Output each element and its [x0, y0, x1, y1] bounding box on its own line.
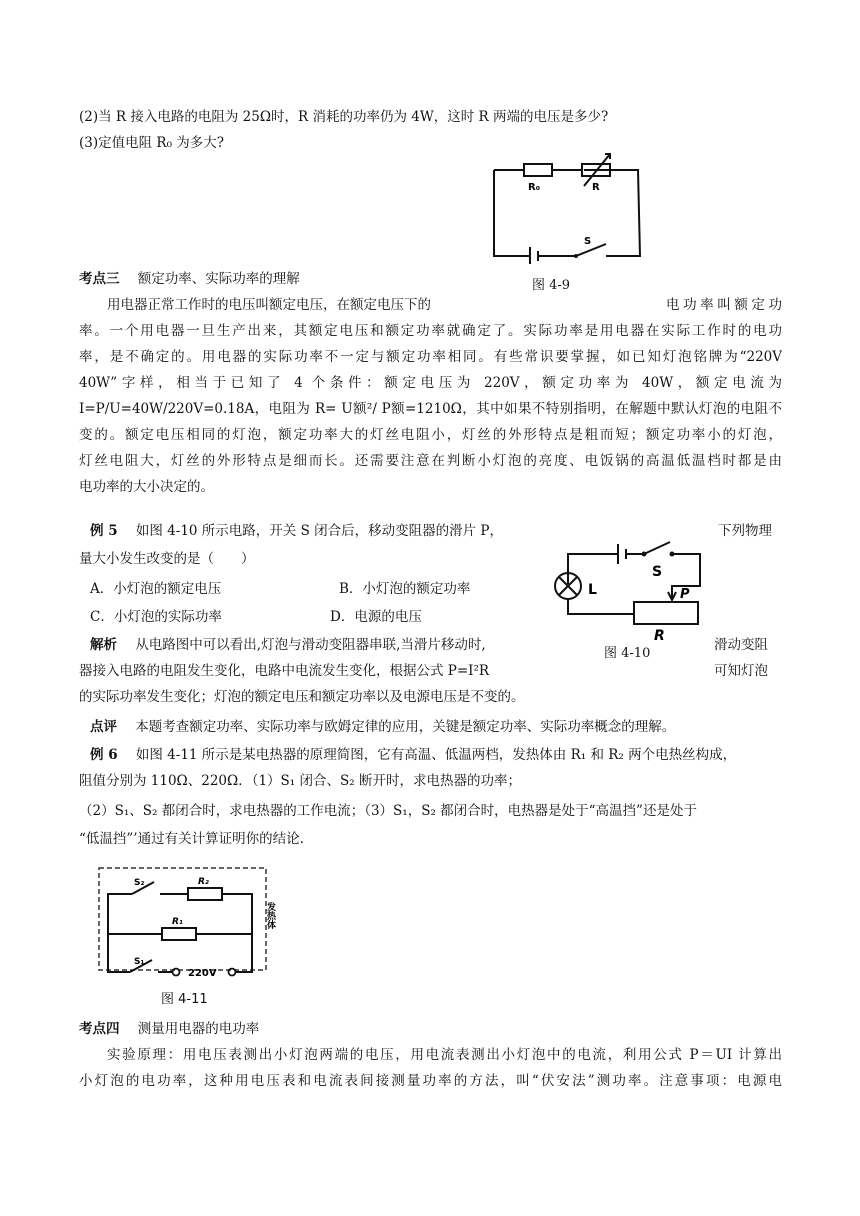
figure-caption-4-11: 图 4-11: [161, 992, 208, 1007]
question-2: (2)当 R 接入电路的电阻为 25Ω时，R 消耗的功率仍为 4W，这时 R 两端的电压是多少?: [79, 109, 609, 125]
option-b: B．小灯泡的额定功率: [339, 581, 471, 597]
label-r0: R₀: [528, 182, 541, 193]
paragraph-line: 灯丝电阻大，灯丝的外形特点是细而长。还需要注意在判断小灯泡的亮度、电饭锅的高温低温档时都是由: [79, 453, 782, 469]
paragraph-line: 40W”字样，相当于已知了 4 个条件：额定电压为 220V，额定功率为 40W，额定电流为: [79, 375, 782, 391]
label-l: L: [588, 582, 597, 598]
example-6-line: “低温挡”’通过有关计算证明你的结论.: [79, 831, 304, 847]
label-220v: 220V: [188, 968, 217, 979]
section-heading-4: [79, 1018, 259, 1040]
paragraph-line: 变的。额定电压相同的灯泡，额定功率大的灯丝电阻小，灯丝的外形特点是粗而短；额定功率小的灯泡，: [79, 427, 782, 443]
circuit-figure-4-11: [96, 862, 282, 988]
paragraph-line: 率，是不确定的。用电器的实际功率不一定与额定功率相同。有些常识要掌握，如已知灯泡铭牌为“220V: [79, 349, 782, 365]
example-6-line: 例 6 如图 4-11 所示是某电热器的原理简图，它有高温、低温两档，发热体由 R₁ 和 R₂ 两个电热丝构成，: [90, 747, 737, 763]
section-label: 考点三: [79, 271, 120, 287]
label-r1: R₁: [172, 917, 183, 927]
figure-caption-4-10: 图 4-10: [604, 646, 651, 661]
section-heading-3: [79, 268, 300, 290]
paragraph-line: 实验原理：用电压表测出小灯泡两端的电压，用电流表测出小灯泡中的电流，利用公式 P＝UI 计算出: [107, 1047, 782, 1063]
example-label: 例 6: [90, 747, 118, 763]
label-r: R: [654, 628, 665, 644]
analysis-line: 的实际功率发生变化；灯泡的额定电压和额定功率以及电源电压是不变的。: [79, 689, 525, 705]
option-c: C．小灯泡的实际功率: [90, 609, 222, 625]
option-a: A．小灯泡的额定电压: [90, 581, 222, 597]
question-3: (3)定值电阻 R₀ 为多大?: [79, 135, 225, 151]
circuit-figure-4-9: [488, 152, 648, 264]
label-s: S: [584, 236, 592, 247]
analysis-line: 滑动变阻: [714, 637, 768, 653]
analysis-line: 器接入电路的电阻发生变化，电路中电流发生变化，根据公式 P=I²R: [79, 663, 490, 679]
analysis-line: 可知灯泡: [714, 663, 768, 679]
label-heating-body: 发热体: [265, 902, 275, 929]
example-6-line: （2）S₁、S₂ 都闭合时，求电热器的工作电流；（3）S₁，S₂ 都闭合时，电热器是处于“高温挡”还是处于: [79, 803, 697, 819]
paragraph-line: 小灯泡的电功率，这种用电压表和电流表间接测量功率的方法，叫“伏安法”测功率。注意事项：电源电: [79, 1073, 782, 1089]
analysis-line: 解析 从电路图中可以看出,灯泡与滑动变阻器串联,当滑片移动时,: [90, 637, 486, 653]
label-r2: R₂: [198, 877, 209, 887]
example-6-line: 阻值分别为 110Ω、220Ω．（1）S₁ 闭合、S₂ 断开时，求电热器的功率；: [79, 773, 521, 789]
analysis-label: 解析: [90, 637, 117, 653]
paragraph-line: 用电器正常工作时的电压叫额定电压，在额定电压下的: [107, 297, 431, 313]
label-p: P: [680, 587, 690, 602]
section-title: 额定功率、实际功率的理解: [137, 271, 300, 287]
paragraph-line: 电功率叫额定功: [666, 297, 782, 313]
comment-label: 点评: [90, 719, 117, 735]
label-s1: S₁: [134, 957, 145, 967]
figure-caption-4-9: 图 4-9: [532, 278, 571, 293]
paragraph-line: I=P/U=40W/220V=0.18A，电阻为 R= U额²/ P额=1210Ω，其中如果不特别指明，在解题中默认灯泡的电阻不: [79, 401, 782, 417]
comment-line: 点评 本题考查额定功率、实际功率与欧姆定律的应用，关键是额定功率、实际功率概念的理解。: [90, 719, 676, 735]
option-d: D．电源的电压: [330, 609, 422, 625]
paragraph-line: 率。一个用电器一旦生产出来，其额定电压和额定功率就确定了。实际功率是用电器在实际工作时的电功: [79, 323, 782, 339]
example-label: 例 5: [90, 523, 118, 539]
example-5-line: 例 5 如图 4-10 所示电路，开关 S 闭合后，移动变阻器的滑片 P，: [90, 523, 504, 539]
label-s: S: [652, 564, 663, 580]
label-r: R: [592, 182, 600, 193]
circuit-figure-4-10: [552, 540, 712, 644]
section-title: 测量用电器的电功率: [137, 1021, 260, 1037]
section-label: 考点四: [79, 1021, 120, 1037]
label-s2: S₂: [134, 878, 145, 888]
example-5-line: 量大小发生改变的是（ ）: [79, 551, 255, 567]
paragraph-line: 电功率的大小决定的。: [79, 479, 214, 495]
example-5-line: 下列物理: [718, 523, 772, 539]
